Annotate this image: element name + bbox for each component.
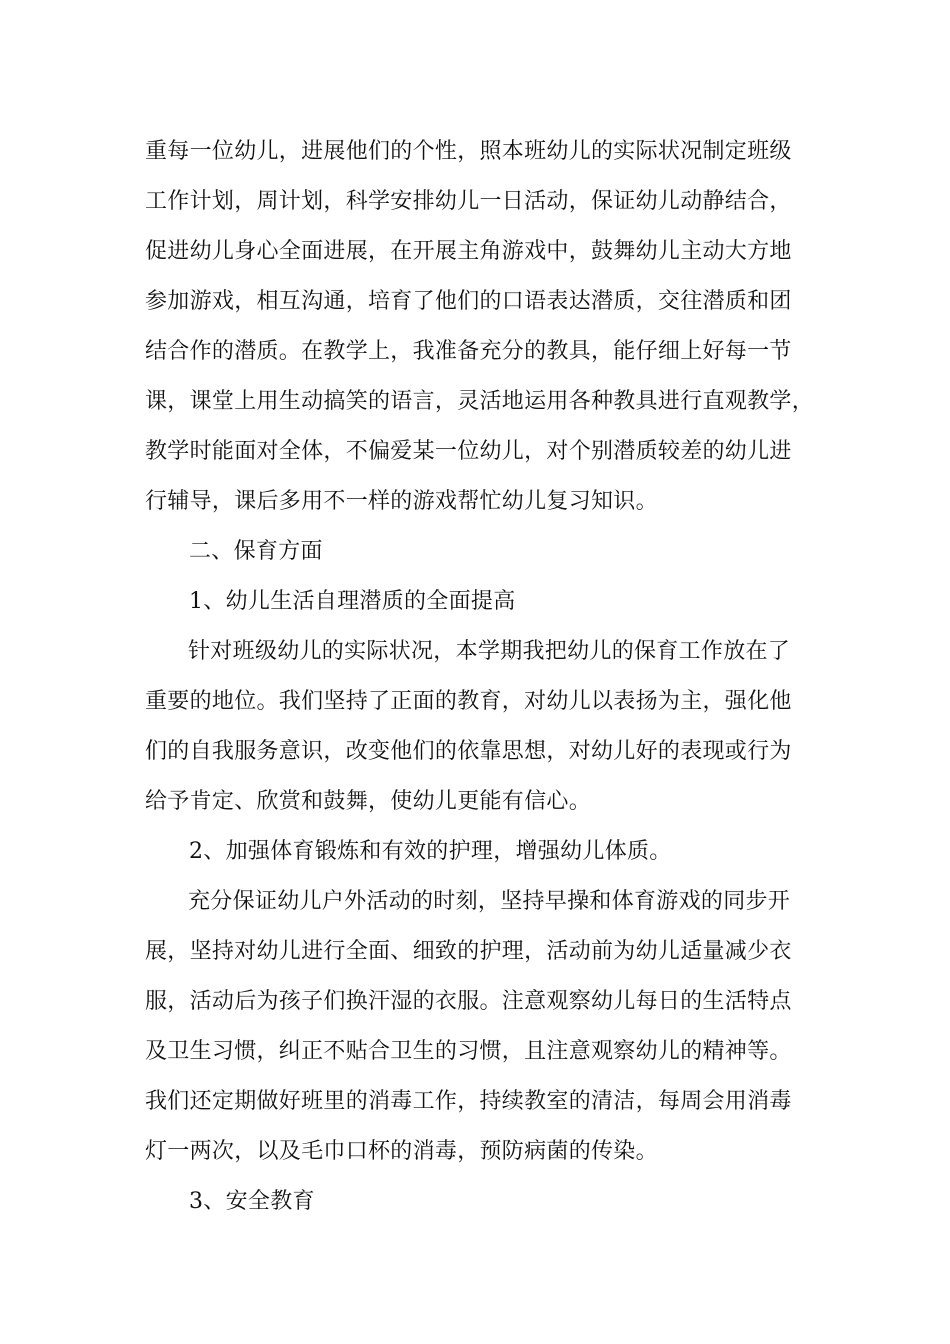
paragraph-line: 行辅导，课后多用不一样的游戏帮忙幼儿复习知识。 (145, 489, 658, 514)
subsection-heading: 2、加强体育锻炼和有效的护理，增强幼儿体质。 (189, 839, 672, 864)
paragraph-line: 灯一两次，以及毛巾口杯的消毒，预防病菌的传染。 (145, 1139, 658, 1164)
paragraph-line: 针对班级幼儿的实际状况，本学期我把幼儿的保育工作放在了 (188, 639, 791, 664)
section-heading: 二、保育方面 (189, 539, 323, 564)
paragraph-line: 展，坚持对幼儿进行全面、细致的护理，活动前为幼儿适量减少衣 (145, 939, 792, 964)
paragraph-line: 促进幼儿身心全面进展，在开展主角游戏中，鼓舞幼儿主动大方地 (145, 239, 792, 264)
paragraph-line: 重每一位幼儿，进展他们的个性，照本班幼儿的实际状况制定班级 (145, 139, 792, 164)
paragraph-line: 参加游戏，相互沟通，培育了他们的口语表达潜质，交往潜质和团 (145, 289, 792, 314)
subsection-heading: 3、安全教育 (189, 1189, 315, 1214)
paragraph-line: 充分保证幼儿户外活动的时刻，坚持早操和体育游戏的同步开 (188, 889, 791, 914)
paragraph-line: 工作计划，周计划，科学安排幼儿一日活动，保证幼儿动静结合， (145, 189, 792, 214)
paragraph-line: 结合作的潜质。在教学上，我准备充分的教具，能仔细上好每一节 (145, 339, 792, 364)
paragraph-line: 们的自我服务意识，改变他们的依靠思想，对幼儿好的表现或行为 (145, 739, 792, 764)
paragraph-line: 课，课堂上用生动搞笑的语言，灵活地运用各种教具进行直观教学， (145, 389, 815, 414)
paragraph-line: 我们还定期做好班里的消毒工作，持续教室的清洁，每周会用消毒 (145, 1089, 792, 1114)
paragraph-line: 及卫生习惯，纠正不贴合卫生的习惯，且注意观察幼儿的精神等。 (145, 1039, 792, 1064)
subsection-heading: 1、幼儿生活自理潜质的全面提高 (189, 589, 516, 614)
paragraph-line: 给予肯定、欣赏和鼓舞，使幼儿更能有信心。 (145, 789, 592, 814)
paragraph-line: 教学时能面对全体，不偏爱某一位幼儿，对个别潜质较差的幼儿进 (145, 439, 792, 464)
paragraph-line: 服，活动后为孩子们换汗湿的衣服。注意观察幼儿每日的生活特点 (145, 989, 792, 1014)
paragraph-line: 重要的地位。我们坚持了正面的教育，对幼儿以表扬为主，强化他 (145, 689, 792, 714)
